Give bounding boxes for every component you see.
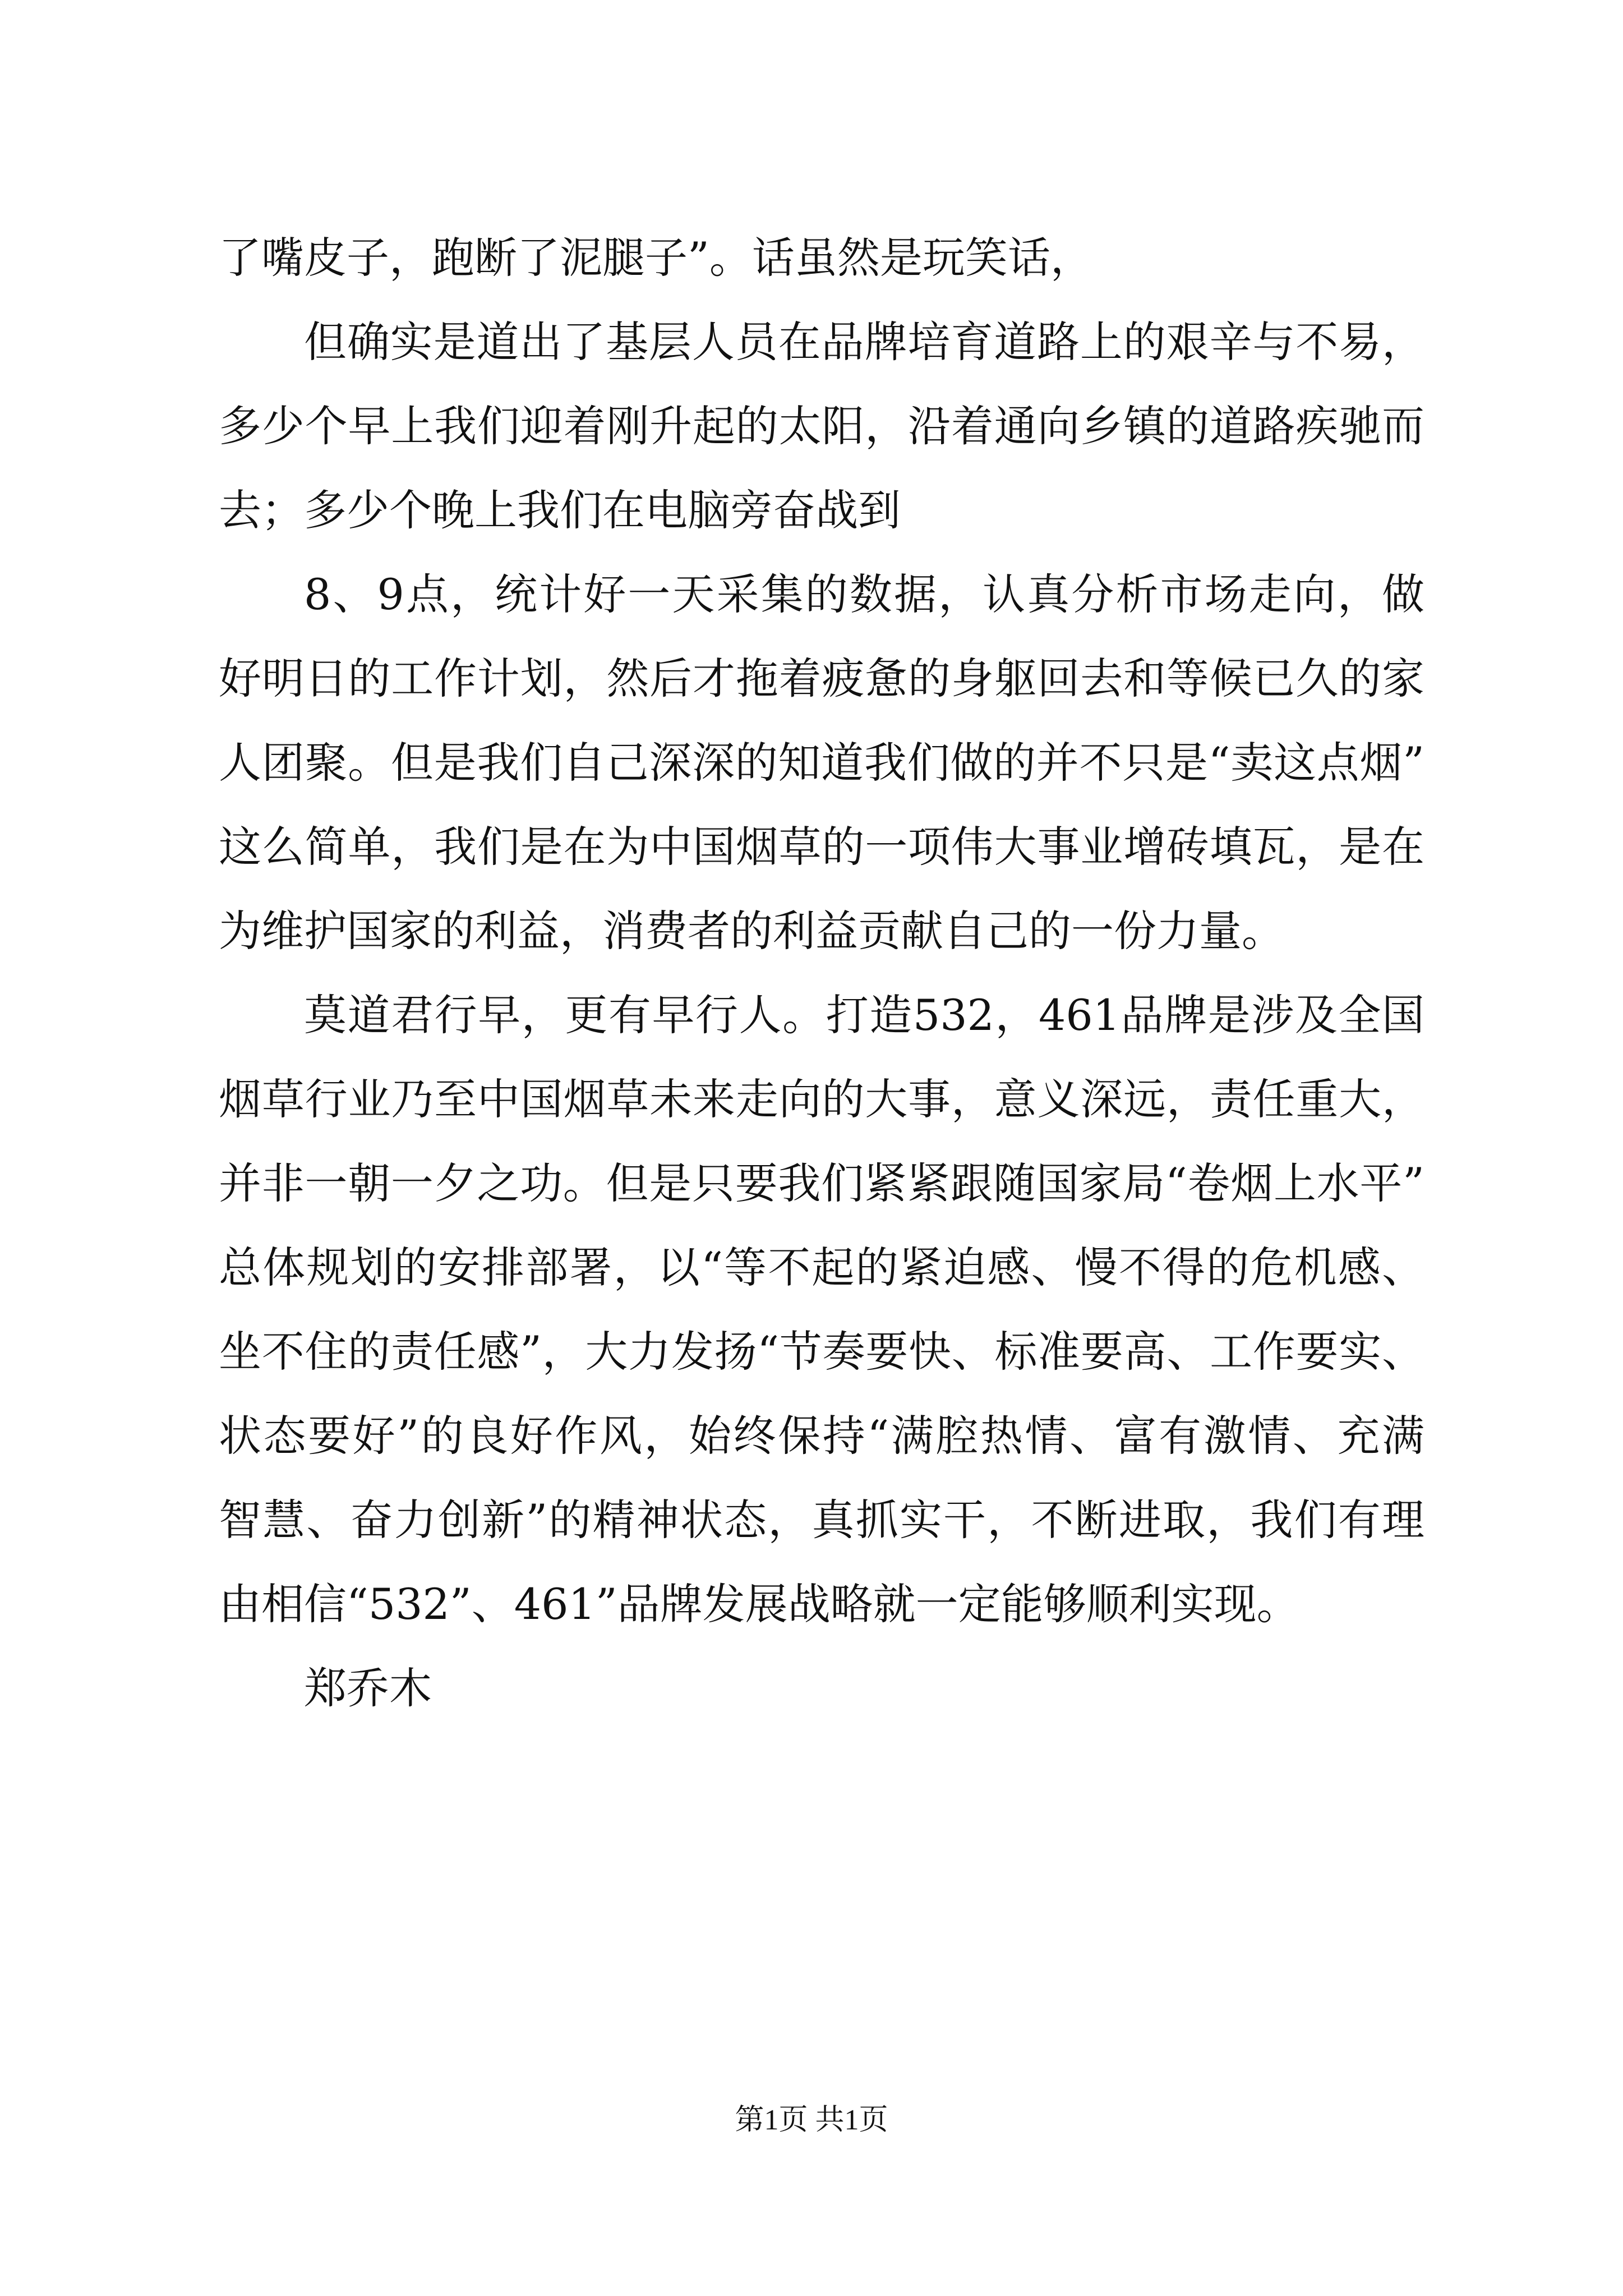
document-body: [219, 216, 1424, 1731]
text-line: 并非一朝一夕之功。但是只要我们紧紧跟随国家局“卷烟上水平”: [219, 1158, 1424, 1208]
text-line: 人团聚。但是我们自己深深的知道我们做的并不只是“卖这点烟”: [219, 738, 1424, 788]
text-line: 了嘴皮子，跑断了泥腿子”。话虽然是玩笑话，: [219, 233, 1093, 283]
text-line: 状态要好”的良好作风，始终保持“满腔热情、富有激情、充满: [219, 1411, 1424, 1461]
text-line: 由相信“532”、461”品牌发展战略就一定能够顺利实现。: [219, 1579, 1299, 1629]
page-footer: 第1页 共1页: [735, 2104, 888, 2136]
author-signature: 郑乔木: [304, 1663, 432, 1713]
text-line: 坐不住的责任感”，大力发扬“节奏要快、标准要高、工作要实、: [219, 1327, 1424, 1377]
text-line: 好明日的工作计划，然后才拖着疲惫的身躯回去和等候已久的家: [219, 654, 1424, 703]
text-line: 多少个早上我们迎着刚升起的太阳，沿着通向乡镇的道路疾驰而: [219, 401, 1424, 451]
text-line: 这么简单，我们是在为中国烟草的一项伟大事业增砖填瓦，是在: [219, 822, 1424, 872]
text-line: 智慧、奋力创新”的精神状态，真抓实干，不断进取，我们有理: [219, 1495, 1424, 1545]
text-line: 莫道君行早，更有早行人。打造532，461品牌是涉及全国: [304, 990, 1424, 1040]
text-line: 但确实是道出了基层人员在品牌培育道路上的艰辛与不易，: [304, 317, 1424, 367]
text-line: 为维护国家的利益，消费者的利益贡献自己的一份力量。: [219, 906, 1284, 956]
text-line: 烟草行业乃至中国烟草未来走向的大事，意义深远，责任重大，: [219, 1074, 1424, 1124]
text-line: 8、9点，统计好一天采集的数据，认真分析市场走向，做: [304, 569, 1424, 619]
text-line: 去；多少个晚上我们在电脑旁奋战到: [219, 485, 901, 535]
text-line: 总体规划的安排部署，以“等不起的紧迫感、慢不得的危机感、: [219, 1243, 1424, 1292]
